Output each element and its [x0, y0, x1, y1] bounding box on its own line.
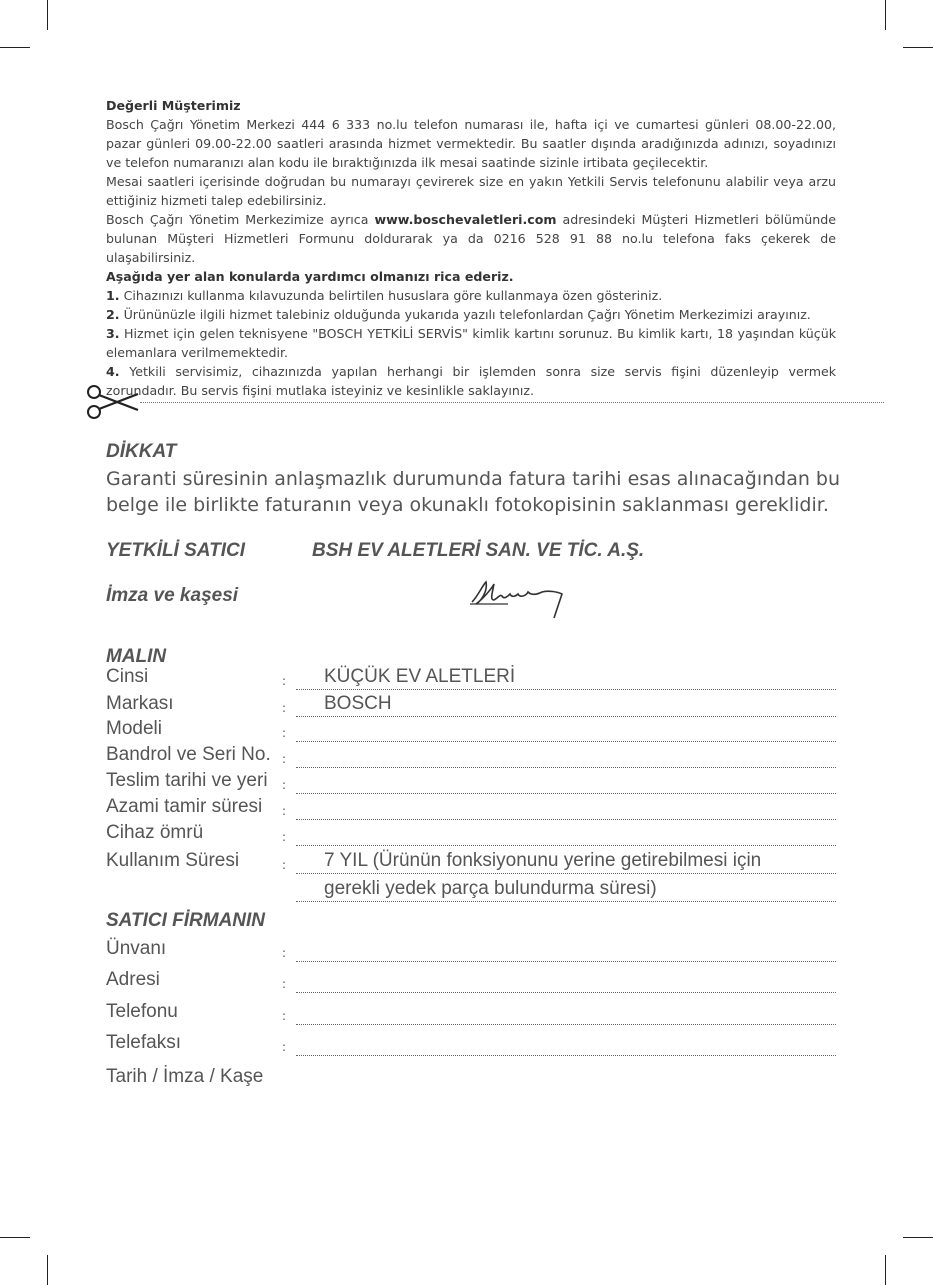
intro-text: Bosch Çağrı Yönetim Merkezimize ayrıca	[106, 212, 375, 227]
signature-image	[468, 574, 568, 624]
intro-paragraph: Mesai saatleri içerisinde doğrudan bu numarayı çevirerek size en yakın Yetkili Servis telefonunu alabilir veya arzu ettiğiniz hizmeti talep edebilirsiniz.	[106, 174, 836, 208]
field-colon: :	[282, 1040, 287, 1054]
form-row	[106, 691, 836, 717]
field-value: gerekli yedek parça bulundurma süresi)	[324, 878, 657, 899]
crop-mark	[885, 0, 886, 30]
date-signature-label: Tarih / İmza / Kaşe	[106, 1066, 264, 1087]
field-colon: :	[282, 778, 287, 792]
intro-paragraph	[106, 210, 836, 267]
list-number: 2.	[106, 307, 120, 322]
scissors-icon	[84, 382, 140, 422]
form-row	[106, 936, 836, 962]
form-row	[106, 716, 836, 742]
field-label: Markası	[106, 693, 174, 714]
list-item	[106, 286, 836, 305]
intro-paragraph: Bosch Çağrı Yönetim Merkezi 444 6 333 no.lu telefon numarası ile, hafta içi ve cumartesi günleri 08.00-22.00, pazar günleri 09.00-22.00 saatleri arasında hizmet vermektedir. Bu saatler dışında aradığınızda adınızı, soyadınızı ve telefon numaranızı alan kodu ile bıraktığınızda ilk mesai saatinde sizinle irtibata geçilecektir.	[106, 117, 836, 170]
crop-mark	[0, 1237, 30, 1238]
field-label: Azami tamir süresi	[106, 796, 263, 817]
field-label: Adresi	[106, 969, 160, 990]
website-link[interactable]: www.boschevaletleri.com	[374, 212, 557, 227]
crop-mark	[903, 47, 933, 48]
form-row	[106, 967, 836, 993]
list-number: 1.	[106, 288, 120, 303]
list-text: Yetkili servisimiz, cihazınızda yapılan herhangi bir işlemden sonra size servis fişini düzenleyip vermek zorundadır. Bu servis fişini mutlaka isteyiniz ve kesinlikle saklayınız.	[106, 364, 836, 398]
list-item	[106, 305, 836, 324]
form-row	[106, 1064, 836, 1090]
form-row	[106, 876, 836, 902]
intro-subheading: Aşağıda yer alan konularda yardımcı olmanızı rica ederiz.	[106, 269, 514, 284]
cut-line	[84, 382, 884, 422]
form-row	[106, 794, 836, 820]
list-text: Cihazınızı kullanma kılavuzunda belirtilen hususlara göre kullanmaya özen gösteriniz.	[119, 288, 663, 303]
form-row	[106, 820, 836, 846]
field-line	[296, 689, 836, 690]
intro-text: adresindeki Müşteri Hizmetleri bölümünde bulunan Müşteri Hizmetleri Formunu doldurarak ya da 0216 528 91 88 no.lu telefona faks çekerek de ulaşabilirsiniz.	[106, 212, 836, 265]
field-value: BOSCH	[324, 693, 392, 714]
form-row	[106, 999, 836, 1025]
field-line	[296, 873, 836, 874]
crop-mark	[903, 1237, 933, 1238]
warning-title: DİKKAT	[106, 441, 177, 462]
field-line	[296, 845, 836, 846]
field-label: Kullanım Süresi	[106, 850, 240, 871]
seller-title: SATICI FİRMANIN	[106, 910, 266, 931]
field-label: Cihaz ömrü	[106, 822, 204, 843]
warning-text: Garanti süresinin anlaşmazlık durumunda fatura tarihi esas alınacağından bu belge ile birlikte faturanın veya okunaklı fotokopisinin saklanması gereklidir.	[106, 468, 841, 516]
field-colon: :	[282, 674, 287, 688]
field-colon: :	[282, 804, 287, 818]
crop-mark	[47, 0, 48, 30]
field-label: Modeli	[106, 718, 162, 739]
form-row	[106, 768, 836, 794]
field-colon: :	[282, 726, 287, 740]
field-colon: :	[282, 701, 287, 715]
customer-info	[106, 96, 836, 400]
intro-heading: Değerli Müşterimiz	[106, 98, 241, 113]
list-number: 3.	[106, 326, 120, 341]
field-label: Bandrol ve Seri No.	[106, 744, 271, 765]
field-label: Cinsi	[106, 666, 149, 687]
field-line	[296, 992, 836, 993]
signature-label: İmza ve kaşesi	[106, 585, 239, 606]
field-label: Ünvanı	[106, 938, 167, 959]
crop-mark	[885, 1255, 886, 1285]
field-label: Telefaksı	[106, 1032, 181, 1053]
field-colon: :	[282, 946, 287, 960]
field-colon: :	[282, 752, 287, 766]
product-title: MALIN	[106, 646, 167, 667]
field-colon: :	[282, 858, 287, 872]
crop-mark	[47, 1255, 48, 1285]
field-line	[296, 1024, 836, 1025]
field-line	[296, 1055, 836, 1056]
field-value: KÜÇÜK EV ALETLERİ	[324, 666, 516, 687]
dealer-name: BSH EV ALETLERİ SAN. VE TİC. A.Ş.	[312, 540, 645, 561]
list-text: Ürününüzle ilgili hizmet talebiniz olduğunda yukarıda yazılı telefonlardan Çağrı Yönetim Merkezimizi arayınız.	[119, 307, 811, 322]
field-label: Teslim tarihi ve yeri	[106, 770, 268, 791]
list-text: Hizmet için gelen teknisyene "BOSCH YETKİLİ SERVİS" kimlik kartını sorunuz. Bu kimlik kartı, 18 yaşından küçük elemanlara verilmemektedir.	[106, 326, 836, 360]
form-row	[106, 1030, 836, 1056]
list-item	[106, 324, 836, 362]
field-colon: :	[282, 830, 287, 844]
field-label: Telefonu	[106, 1001, 178, 1022]
dotted-cut-line	[140, 402, 884, 403]
form-row	[106, 848, 836, 874]
form-row	[106, 742, 836, 768]
crop-mark	[0, 47, 30, 48]
list-number: 4.	[106, 364, 120, 379]
field-colon: :	[282, 977, 287, 991]
field-value: 7 YIL (Ürünün fonksiyonunu yerine getirebilmesi için	[324, 850, 762, 871]
field-line	[296, 961, 836, 962]
dealer-label: YETKİLİ SATICI	[106, 540, 245, 561]
field-colon: :	[282, 1009, 287, 1023]
form-row	[106, 664, 836, 690]
field-line	[296, 901, 836, 902]
